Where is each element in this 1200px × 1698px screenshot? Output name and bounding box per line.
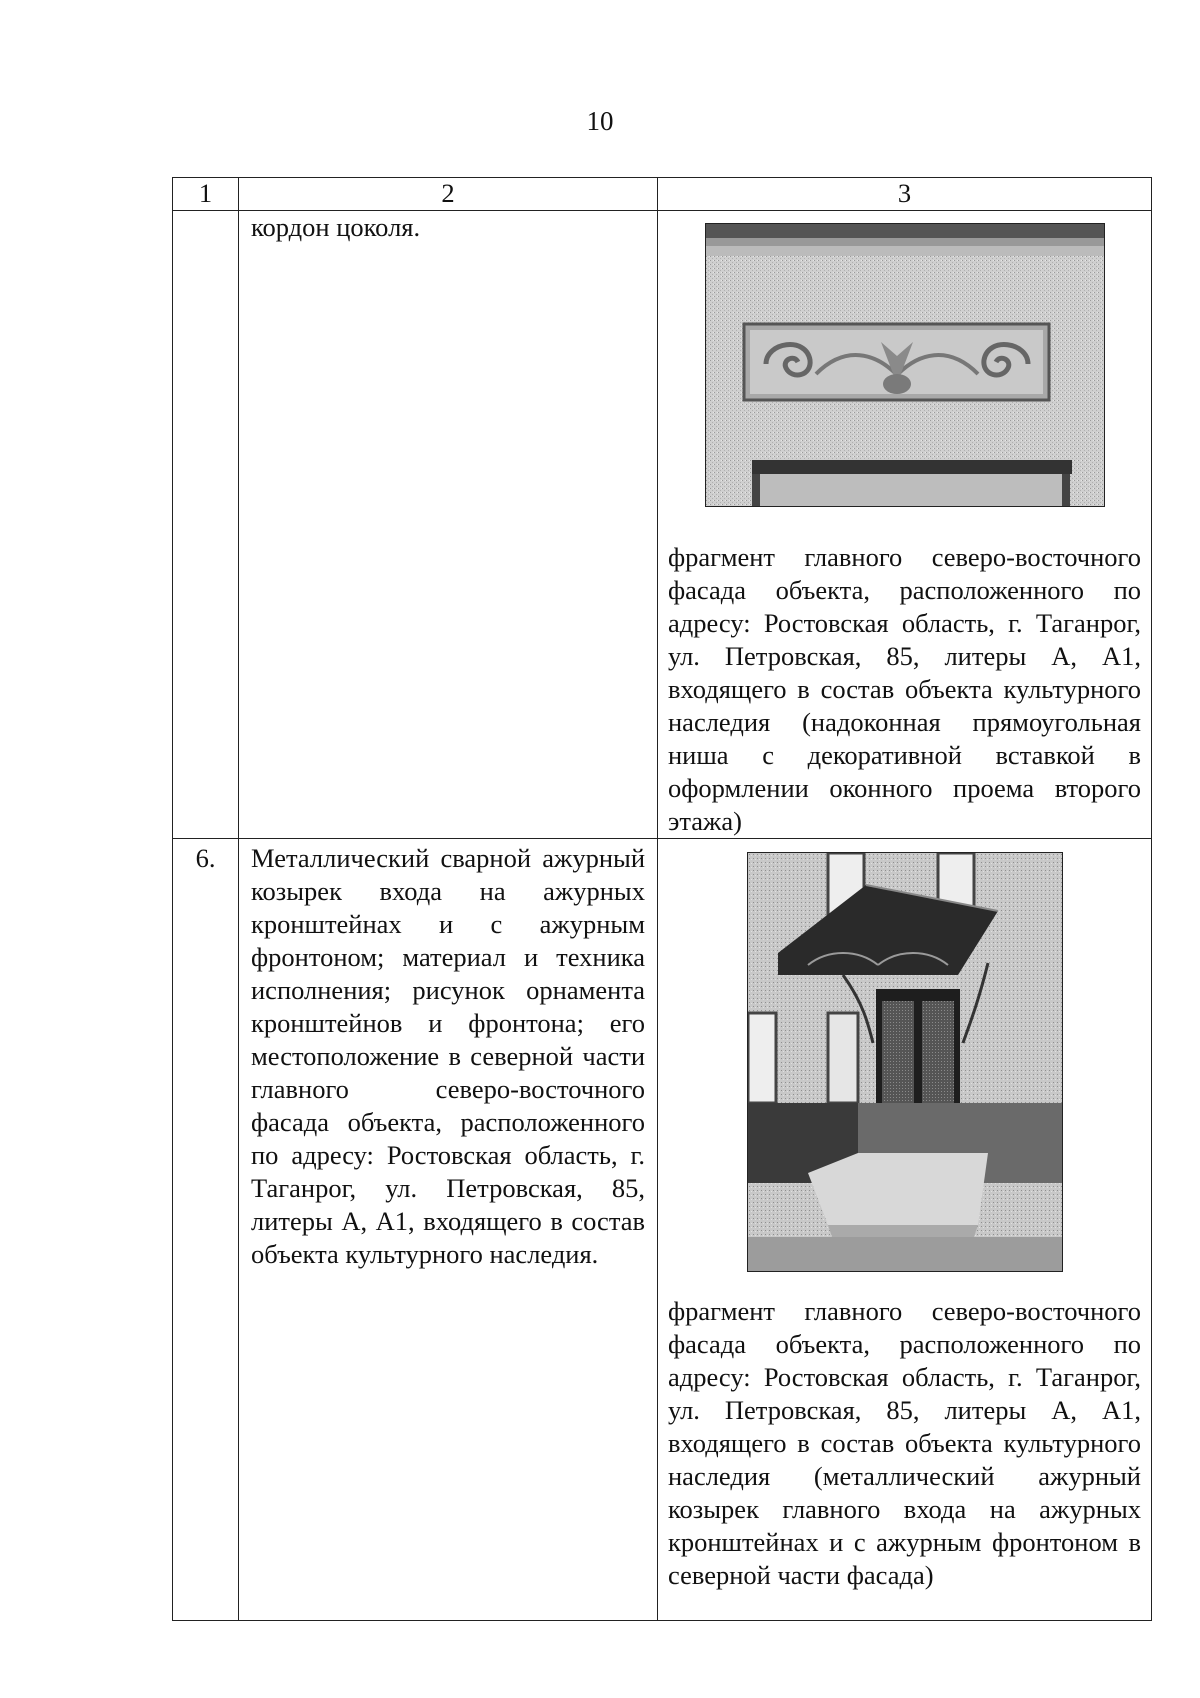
row-number [173, 211, 239, 839]
column-header-1: 1 [173, 178, 239, 211]
monument-elements-table [172, 177, 1152, 1621]
column-header-3: 3 [658, 178, 1152, 211]
facade-relief-photo [705, 223, 1105, 507]
page-number: 10 [586, 106, 614, 136]
photo-cell [658, 839, 1152, 1621]
row-number: 6. [173, 839, 239, 1621]
element-description: кордон цоколя. [239, 211, 658, 839]
table-row [173, 839, 1152, 1621]
entrance-canopy-photo [747, 852, 1063, 1272]
table-header-row [173, 178, 1152, 211]
column-header-2: 2 [239, 178, 658, 211]
photo-cell [658, 211, 1152, 839]
photo-caption: фрагмент главного северо-восточного фасада объекта, расположенного по адресу: Ростовская область, г. Таганрог, ул. Петровская, 85, литеры А, А1, входящего в состав объекта культурного наследия (металлический ажурный козырек главного входа на ажурных кронштейнах и с ажурным фронтоном в северной части фасада) [668, 1296, 1141, 1590]
table-row [173, 211, 1152, 839]
element-description: Металлический сварной ажурный козырек входа на ажурных кронштейнах и с ажурным фронтоном; материал и техника исполнения; рисунок орнамента кронштейнов и фронтона; его местоположение в северной части главного северо-восточного фасада объекта, расположенного по адресу: Ростовская область, г. Таганрог, ул. Петровская, 85, литеры А, А1, входящего в состав объекта культурного наследия. [239, 839, 658, 1621]
photo-caption: фрагмент главного северо-восточного фасада объекта, расположенного по адресу: Ростовская область, г. Таганрог, ул. Петровская, 85, литеры А, А1, входящего в состав объекта культурного наследия (надоконная прямоугольная ниша с декоративной вставкой в оформлении оконного проема второго этажа) [668, 542, 1141, 836]
